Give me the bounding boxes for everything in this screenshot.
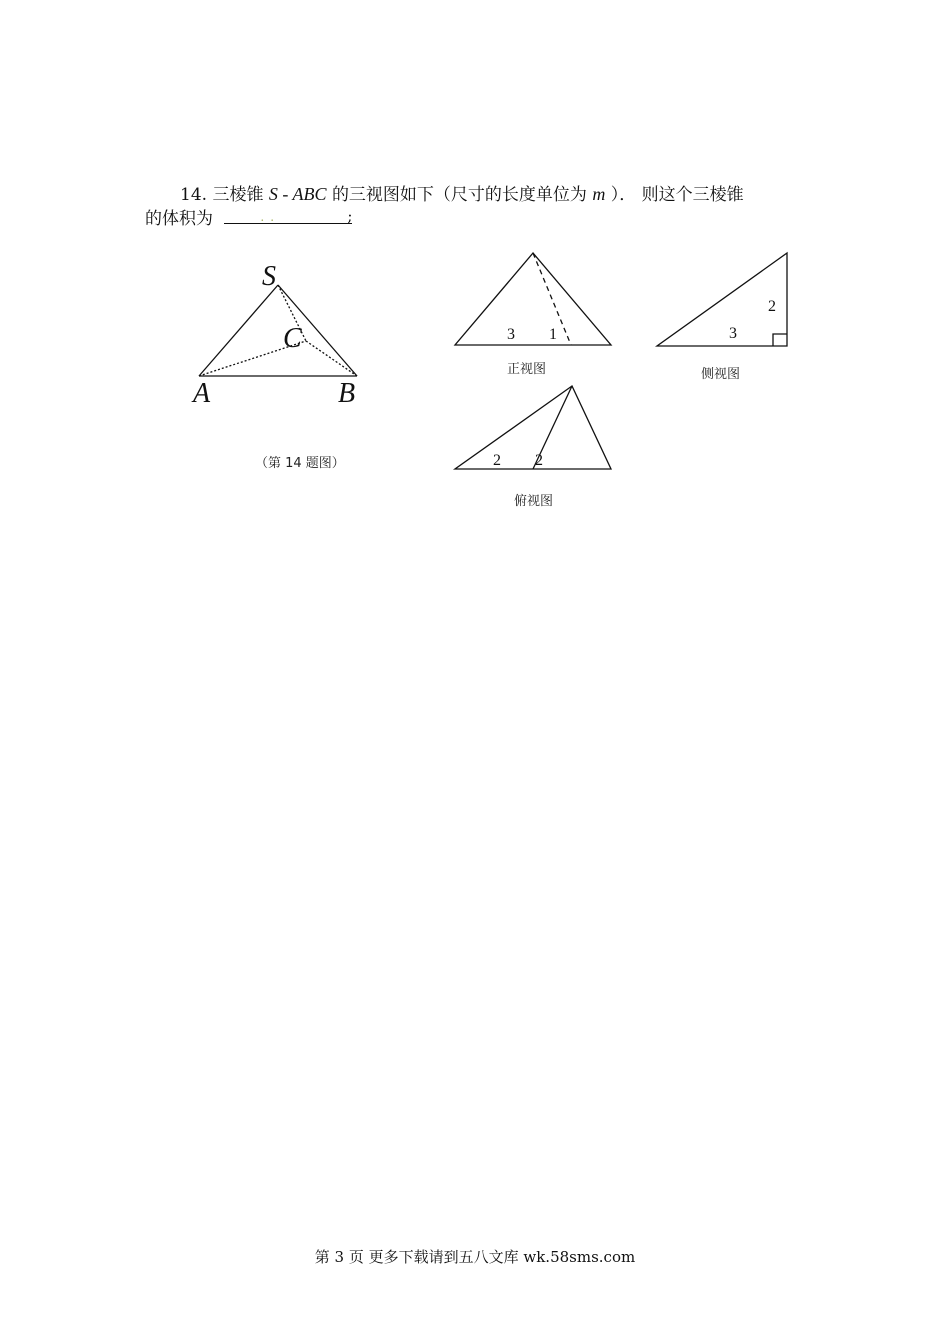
pyramid-caption: （第 14 题图） [255, 456, 345, 471]
question-text-before: 三棱锥 [212, 185, 264, 205]
right-angle-mark [773, 334, 787, 346]
pyramid-figure [199, 285, 357, 376]
top-view-caption: 俯视图 [514, 494, 554, 509]
top-view-triangle [455, 386, 611, 469]
pyramid-name: S - ABC [268, 184, 327, 204]
blank-marks: .. [260, 210, 281, 224]
top-view [455, 386, 611, 469]
label-a: A [193, 378, 211, 409]
page-footer: 第 3 页 更多下载请到五八文库 wk.58sms.com [314, 1248, 636, 1266]
label-b: B [338, 378, 356, 409]
question-line2-text: 的体积为 [145, 209, 213, 229]
blank-end: ; [347, 207, 353, 225]
front-view-triangle [455, 253, 611, 345]
label-s: S [262, 261, 276, 292]
top-num-right: 2 [535, 452, 543, 469]
front-num-left: 3 [507, 326, 515, 343]
front-view-caption: 正视图 [507, 362, 547, 377]
front-num-right: 1 [549, 326, 557, 343]
edge-sa [199, 285, 278, 376]
front-view [455, 253, 611, 345]
label-c: C [283, 323, 302, 354]
question-text-after: ）． 则这个三棱锥 [610, 185, 744, 205]
question-number: 14. [180, 185, 208, 205]
side-num-base: 3 [729, 325, 737, 342]
side-num-height: 2 [768, 298, 776, 315]
side-view-caption: 侧视图 [701, 367, 741, 382]
question-text-middle: 的三视图如下（尺寸的长度单位为 [331, 185, 587, 205]
unit-symbol: m [592, 184, 606, 204]
top-num-left: 2 [493, 452, 501, 469]
